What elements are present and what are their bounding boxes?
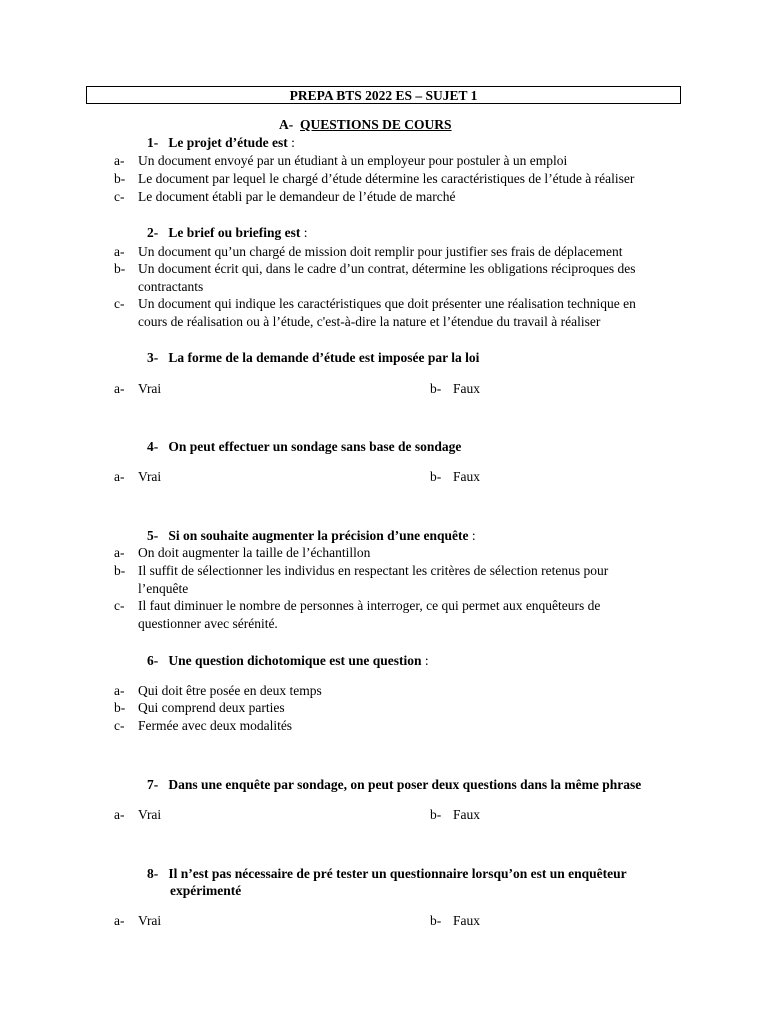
question-suffix: : (287, 135, 295, 150)
question-6 (147, 652, 429, 670)
question-number: 8- (147, 866, 159, 881)
answer-text: Le document par lequel le chargé d’étude détermine les caractéristiques de l’étude à réaliser (138, 171, 635, 186)
question-title: Il n’est pas nécessaire de pré tester un questionnaire lorsqu’on est un enquêteur (168, 866, 627, 881)
answer-marker: a- (114, 913, 125, 928)
question-8 (147, 865, 627, 883)
question-suffix: : (300, 225, 308, 240)
question-3 (147, 349, 479, 367)
answer-true: Vrai (138, 381, 162, 396)
answer-text: Qui doit être posée en deux temps (138, 683, 322, 698)
answer-text: On doit augmenter la taille de l’échantillon (138, 545, 371, 560)
answer-text: Le document établi par le demandeur de l’étude de marché (138, 189, 456, 204)
answer-true: Vrai (138, 807, 162, 822)
question-title: Si on souhaite augmenter la précision d’une enquête (168, 528, 469, 543)
answer-marker: a- (114, 153, 125, 168)
answer-text-continued: contractants (138, 279, 204, 294)
question-number: 4- (147, 439, 159, 454)
question-1 (147, 134, 295, 152)
document-title: PREPA BTS 2022 ES – SUJET 1 (86, 86, 681, 104)
question-number: 7- (147, 777, 159, 792)
question-title: Une question dichotomique est une question (168, 653, 422, 668)
question-5 (147, 527, 476, 545)
question-number: 3- (147, 350, 159, 365)
section-marker: A- (279, 117, 294, 132)
section-title: QUESTIONS DE COURS (300, 117, 452, 132)
question-title: Le projet d’étude est (168, 135, 288, 150)
answer-marker: a- (114, 683, 125, 698)
answer-marker: a- (114, 244, 125, 259)
answer-text: Qui comprend deux parties (138, 700, 285, 715)
question-7 (147, 776, 641, 794)
answer-marker: b- (114, 700, 126, 715)
answer-text: Il suffit de sélectionner les individus en respectant les critères de sélection retenus pour (138, 563, 609, 578)
answer-marker: c- (114, 598, 125, 613)
answer-true: Vrai (138, 469, 162, 484)
answer-false: Faux (453, 807, 480, 822)
question-number: 2- (147, 225, 159, 240)
answer-marker: b- (430, 913, 442, 928)
answer-text: Il faut diminuer le nombre de personnes à interroger, ce qui permet aux enquêteurs de (138, 598, 601, 613)
answer-false: Faux (453, 913, 480, 928)
answer-text-continued: questionner avec sérénité. (138, 616, 278, 631)
answer-false: Faux (453, 381, 480, 396)
question-4 (147, 438, 461, 456)
answer-marker: b- (430, 469, 442, 484)
answer-marker: c- (114, 718, 125, 733)
answer-marker: b- (114, 171, 126, 186)
question-title: On peut effectuer un sondage sans base de sondage (168, 439, 462, 454)
answer-marker: b- (114, 261, 126, 276)
question-title-continued: expérimenté (170, 883, 242, 898)
answer-marker: a- (114, 469, 125, 484)
answer-marker: b- (114, 563, 126, 578)
question-2 (147, 224, 308, 242)
answer-text: Un document envoyé par un étudiant à un employeur pour postuler à un emploi (138, 153, 568, 168)
question-suffix: : (468, 528, 476, 543)
answer-marker: a- (114, 381, 125, 396)
answer-marker: b- (430, 807, 442, 822)
answer-marker: c- (114, 189, 125, 204)
question-number: 1- (147, 135, 159, 150)
answer-marker: c- (114, 296, 125, 311)
answer-text: Un document qui indique les caractéristiques que doit présenter une réalisation technique en (138, 296, 636, 311)
answer-text: Fermée avec deux modalités (138, 718, 293, 733)
answer-true: Vrai (138, 913, 162, 928)
answer-text-continued: l’enquête (138, 581, 189, 596)
answer-marker: a- (114, 807, 125, 822)
section-heading (279, 116, 452, 134)
question-title: La forme de la demande d’étude est imposée par la loi (168, 350, 480, 365)
question-number: 5- (147, 528, 159, 543)
answer-text: Un document qu’un chargé de mission doit remplir pour justifier ses frais de déplacement (138, 244, 623, 259)
answer-marker: b- (430, 381, 442, 396)
question-number: 6- (147, 653, 159, 668)
question-title: Le brief ou briefing est (168, 225, 301, 240)
question-suffix: : (421, 653, 429, 668)
question-title: Dans une enquête par sondage, on peut poser deux questions dans la même phrase (168, 777, 642, 792)
answer-text-continued: cours de réalisation ou à l’étude, c'est-à-dire la nature et l’étendue du travail à réaliser (138, 314, 601, 329)
answer-text: Un document écrit qui, dans le cadre d’un contrat, détermine les obligations réciproques des (138, 261, 636, 276)
answer-false: Faux (453, 469, 480, 484)
answer-marker: a- (114, 545, 125, 560)
